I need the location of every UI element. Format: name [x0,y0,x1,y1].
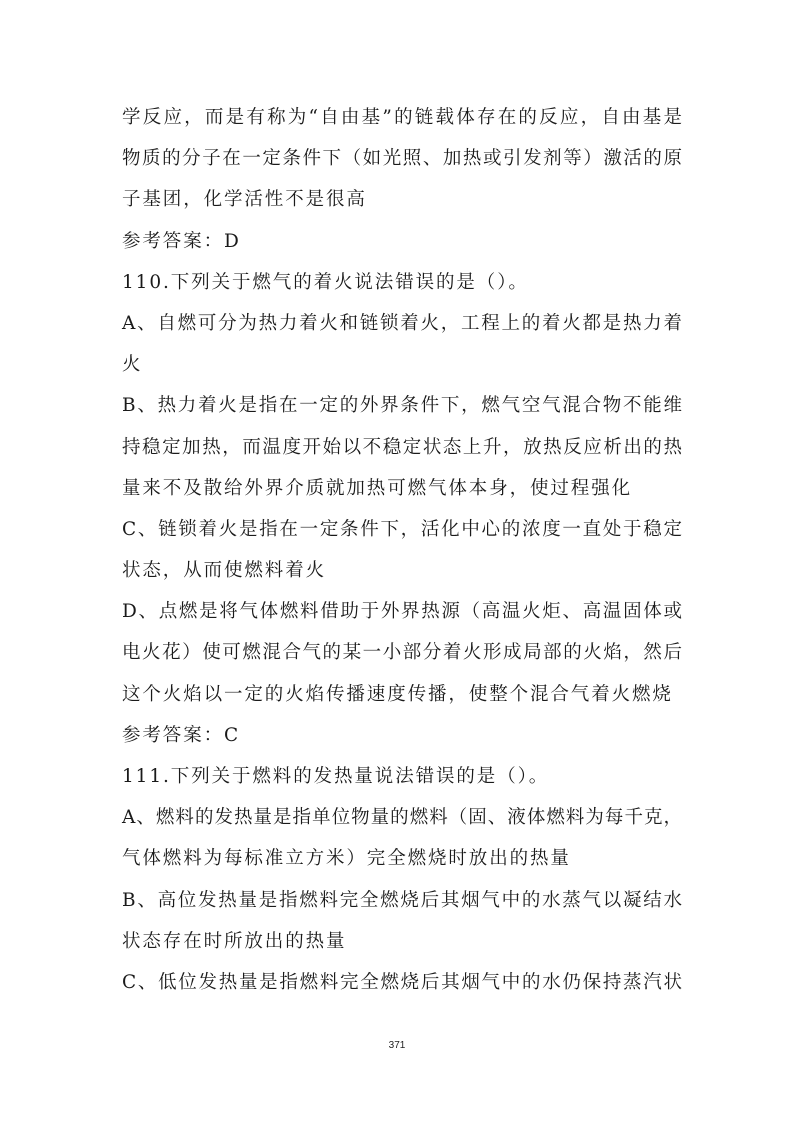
text-line: 这个火焰以一定的火焰传播速度传播，使整个混合气着火燃烧 [122,683,673,705]
option-line: A、燃料的发热量是指单位物量的燃料（固、液体燃料为每千克， [122,807,682,829]
text-line: 学反应，而是有称为“自由基”的链载体存在的反应，自由基是 [122,107,682,128]
page-body [122,97,682,1003]
option-line: B、热力着火是指在一定的外界条件下，燃气空气混合物不能维 [122,395,682,417]
answer-line: 参考答案：D [122,230,241,252]
text-line: 气体燃料为每标准立方米）完全燃烧时放出的热量 [122,848,571,870]
answer-line: 参考答案：C [122,724,241,746]
option-line: B、高位发热量是指燃料完全燃烧后其烟气中的水蒸气以凝结水 [122,889,682,911]
text-line: 持稳定加热，而温度开始以不稳定状态上升，放热反应析出的热 [122,436,682,458]
text-line: 状态，从而使燃料着火 [122,560,327,582]
text-line: 子基团，化学活性不是很高 [122,189,367,211]
text-line: 电火花）使可燃混合气的某一小部分着火形成局部的火焰，然后 [122,642,682,664]
question-line: 110.下列关于燃气的着火说法错误的是（）。 [122,271,529,293]
text-line: 状态存在时所放出的热量 [122,930,347,952]
text-line: 物质的分子在一定条件下（如光照、加热或引发剂等）激活的原 [122,148,682,170]
text-line: 量来不及散给外界介质就加热可燃气体本身，使过程强化 [122,477,633,499]
page-number: 371 [388,1040,406,1051]
option-line: D、点燃是将气体燃料借助于外界热源（高温火炬、高温固体或 [122,601,682,623]
option-line: C、链锁着火是指在一定条件下，活化中心的浓度一直处于稳定 [122,518,682,540]
question-line: 111.下列关于燃料的发热量说法错误的是（）。 [122,766,550,787]
option-line: C、低位发热量是指燃料完全燃烧后其烟气中的水仍保持蒸汽状 [122,971,682,993]
text-line: 火 [122,354,143,376]
option-line: A、自燃可分为热力着火和链锁着火，工程上的着火都是热力着 [122,312,682,334]
